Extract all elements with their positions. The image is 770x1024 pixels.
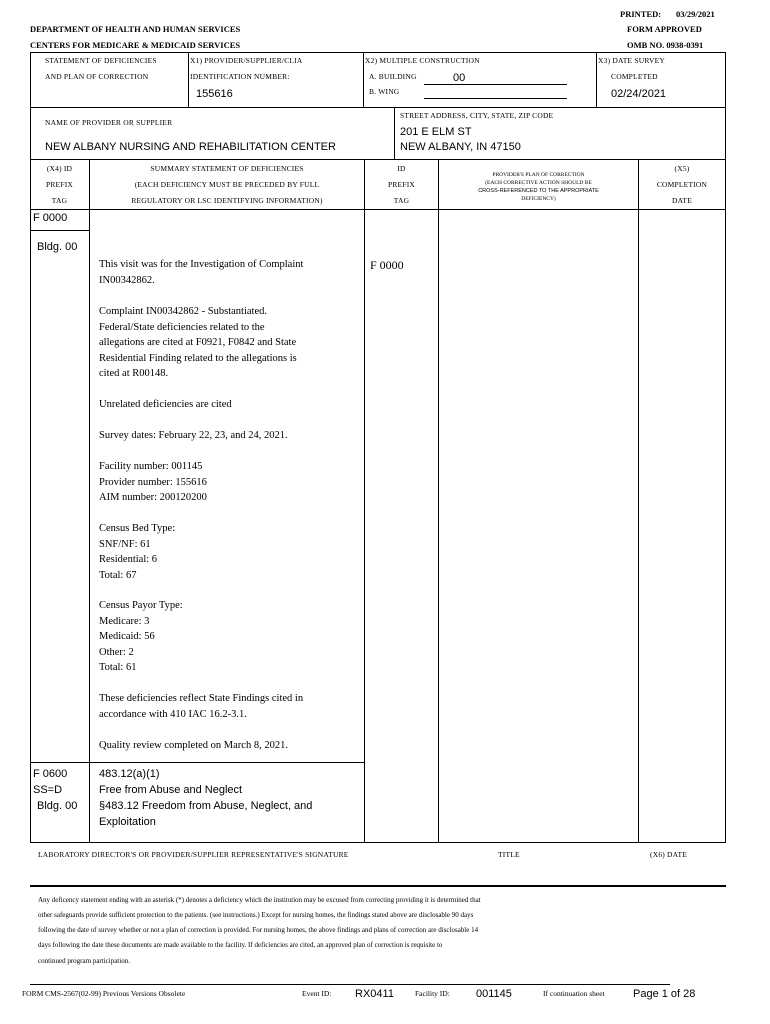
p1-line-2: IN00342862. xyxy=(99,274,155,286)
p6-line-2: SNF/NF: 61 xyxy=(99,538,151,550)
p6-line-3: Residential: 6 xyxy=(99,554,158,565)
wing-label: B. WING xyxy=(369,87,400,96)
centers-title: CENTERS FOR MEDICARE & MEDICAID SERVICES xyxy=(30,40,241,50)
disclaimer-line-3: following the date of survey whether or not a plan of correction is provided. For nursing homes, the above findings and plans of correction are disclosable 14 xyxy=(38,926,479,934)
p7-line-1: Census Payor Type: xyxy=(99,600,183,611)
p2-line-5: cited at R00148. xyxy=(99,368,169,379)
p8-line-2: accordance with 410 IAC 16.2-3.1. xyxy=(99,708,247,720)
p9-line-1: Quality review completed on March 8, 2021. xyxy=(99,740,288,751)
p2-line-2: Federal/State deficiencies related to the xyxy=(99,321,265,333)
x2-label: X2) MULTIPLE CONSTRUCTION xyxy=(365,56,480,65)
p2-line-4: Residential Finding related to the allegations is xyxy=(99,352,297,364)
x1-label-2: IDENTIFICATION NUMBER: xyxy=(190,72,290,81)
x6-date-label: (X6) DATE xyxy=(650,850,688,859)
disclaimer-line-4: days following the date these documents are made available to the facility. If deficiencies are cited, an approved plan of correction is requisite to xyxy=(38,941,443,949)
disclaimer-line-2: other safeguards provide sufficient protection to the patients. (see instructions.) Except for nursing homes, the findings stated above are disclosable 90 days xyxy=(38,911,474,919)
x5-header-1: (X5) xyxy=(674,164,690,173)
p5-line-3: AIM number: 200120200 xyxy=(99,492,207,503)
left-tag-f0600: F 0600 xyxy=(33,768,68,780)
provider-name: NEW ALBANY NURSING AND REHABILITATION CENTER xyxy=(45,141,336,153)
facility-id-label: Facility ID: xyxy=(415,989,450,998)
left-severity-f0600: SS=D xyxy=(33,784,63,796)
survey-date: 02/24/2021 xyxy=(611,88,667,100)
right-tag-f0000: F 0000 xyxy=(370,258,404,272)
continuation-label: If continuation sheet xyxy=(543,989,605,998)
building-value: 00 xyxy=(453,72,466,84)
p5-line-1: Facility number: 001145 xyxy=(99,461,203,472)
id-header-1: ID xyxy=(397,164,406,173)
p6-line-1: Census Bed Type: xyxy=(99,523,176,534)
x5-header-2: COMPLETION xyxy=(656,180,708,189)
id-header-2: PREFIX xyxy=(387,180,416,189)
disclaimer-line-1: Any deficency statement ending with an asterisk (*) denotes a deficiency which the institution may be excused from correcting providing it is determined that xyxy=(38,896,481,904)
p7-line-4: Other: 2 xyxy=(99,646,134,658)
left-bldg-f0000: Bldg. 00 xyxy=(37,241,78,253)
left-bldg-f0600: Bldg. 00 xyxy=(37,800,78,812)
director-signature-label: LABORATORY DIRECTOR'S OR PROVIDER/SUPPLIER REPRESENTATIVE'S SIGNATURE xyxy=(38,850,349,859)
page-number: Page 1 of 28 xyxy=(633,988,696,1000)
left-tag-f0000: F 0000 xyxy=(33,212,68,224)
p3-line-1: Unrelated deficiencies are cited xyxy=(99,399,232,410)
id-header-3: TAG xyxy=(393,196,410,205)
summary-header-3: REGULATORY OR LSC IDENTIFYING INFORMATION) xyxy=(131,196,323,205)
f600-line-3: §483.12 Freedom from Abuse, Neglect, and xyxy=(99,800,313,812)
x4-header-3: TAG xyxy=(51,196,68,205)
street-address: 201 E ELM ST xyxy=(400,126,472,138)
disclaimer-line-5: continued program participation. xyxy=(38,957,130,965)
p2-line-3: allegations are cited at F0921, F0842 and State xyxy=(99,337,297,348)
facility-id-value: 001145 xyxy=(476,988,512,1000)
plan-header-4: DEFICIENCY) xyxy=(521,196,556,202)
dept-title: DEPARTMENT OF HEALTH AND HUMAN SERVICES xyxy=(30,24,241,34)
x3-label-2: COMPLETED xyxy=(611,72,658,81)
statement-label-2: AND PLAN OF CORRECTION xyxy=(45,72,149,81)
plan-header-1: PROVIDER'S PLAN OF CORRECTION xyxy=(492,172,585,178)
title-label: TITLE xyxy=(498,850,520,859)
printed-date: 03/29/2021 xyxy=(676,9,715,19)
p8-line-1: These deficiencies reflect State Findings cited in xyxy=(99,693,304,704)
p4-line-1: Survey dates: February 22, 23, and 24, 2021. xyxy=(99,430,288,441)
f600-line-4: Exploitation xyxy=(99,816,156,828)
event-id-label: Event ID: xyxy=(302,989,332,998)
printed-label: PRINTED: xyxy=(620,9,662,19)
p1-line-1: This visit was for the Investigation of Complaint xyxy=(99,259,304,270)
x5-header-3: DATE xyxy=(672,196,692,205)
p7-line-2: Medicare: 3 xyxy=(99,615,150,627)
p5-line-2: Provider number: 155616 xyxy=(99,476,207,488)
summary-header-2: (EACH DEFICIENCY MUST BE PRECEDED BY FULL xyxy=(134,180,320,189)
building-label: A. BUILDING xyxy=(369,72,417,81)
provider-number: 155616 xyxy=(196,88,233,100)
summary-header-1: SUMMARY STATEMENT OF DEFICIENCIES xyxy=(150,164,304,173)
x4-header-2: PREFIX xyxy=(45,180,74,189)
x3-label-1: X3) DATE SURVEY xyxy=(598,56,665,65)
plan-header-3: CROSS-REFERENCED TO THE APPROPRIATE xyxy=(478,188,599,194)
event-id-value: RX0411 xyxy=(355,988,394,1000)
p6-line-4: Total: 67 xyxy=(99,569,137,581)
form-number: FORM CMS-2567(02-99) Previous Versions Obsolete xyxy=(22,989,186,998)
plan-header-2: (EACH CORRECTIVE ACTION SHOULD BE xyxy=(485,180,592,186)
address-label: STREET ADDRESS, CITY, STATE, ZIP CODE xyxy=(400,111,554,120)
p2-line-1: Complaint IN00342862 - Substantiated. xyxy=(99,306,267,317)
city-state-zip: NEW ALBANY, IN 47150 xyxy=(400,141,521,153)
provider-name-label: NAME OF PROVIDER OR SUPPLIER xyxy=(45,118,173,127)
omb-number: OMB NO. 0938-0391 xyxy=(627,40,704,50)
x1-label-1: X1) PROVIDER/SUPPLIER/CLIA xyxy=(190,56,303,65)
f600-line-2: Free from Abuse and Neglect xyxy=(99,784,243,796)
x4-header-1: (X4) ID xyxy=(46,164,73,173)
p7-line-5: Total: 61 xyxy=(99,662,137,673)
form-approved: FORM APPROVED xyxy=(627,24,702,34)
f600-line-1: 483.12(a)(1) xyxy=(99,768,160,780)
p7-line-3: Medicaid: 56 xyxy=(99,631,155,642)
statement-label-1: STATEMENT OF DEFICIENCIES xyxy=(45,56,157,65)
